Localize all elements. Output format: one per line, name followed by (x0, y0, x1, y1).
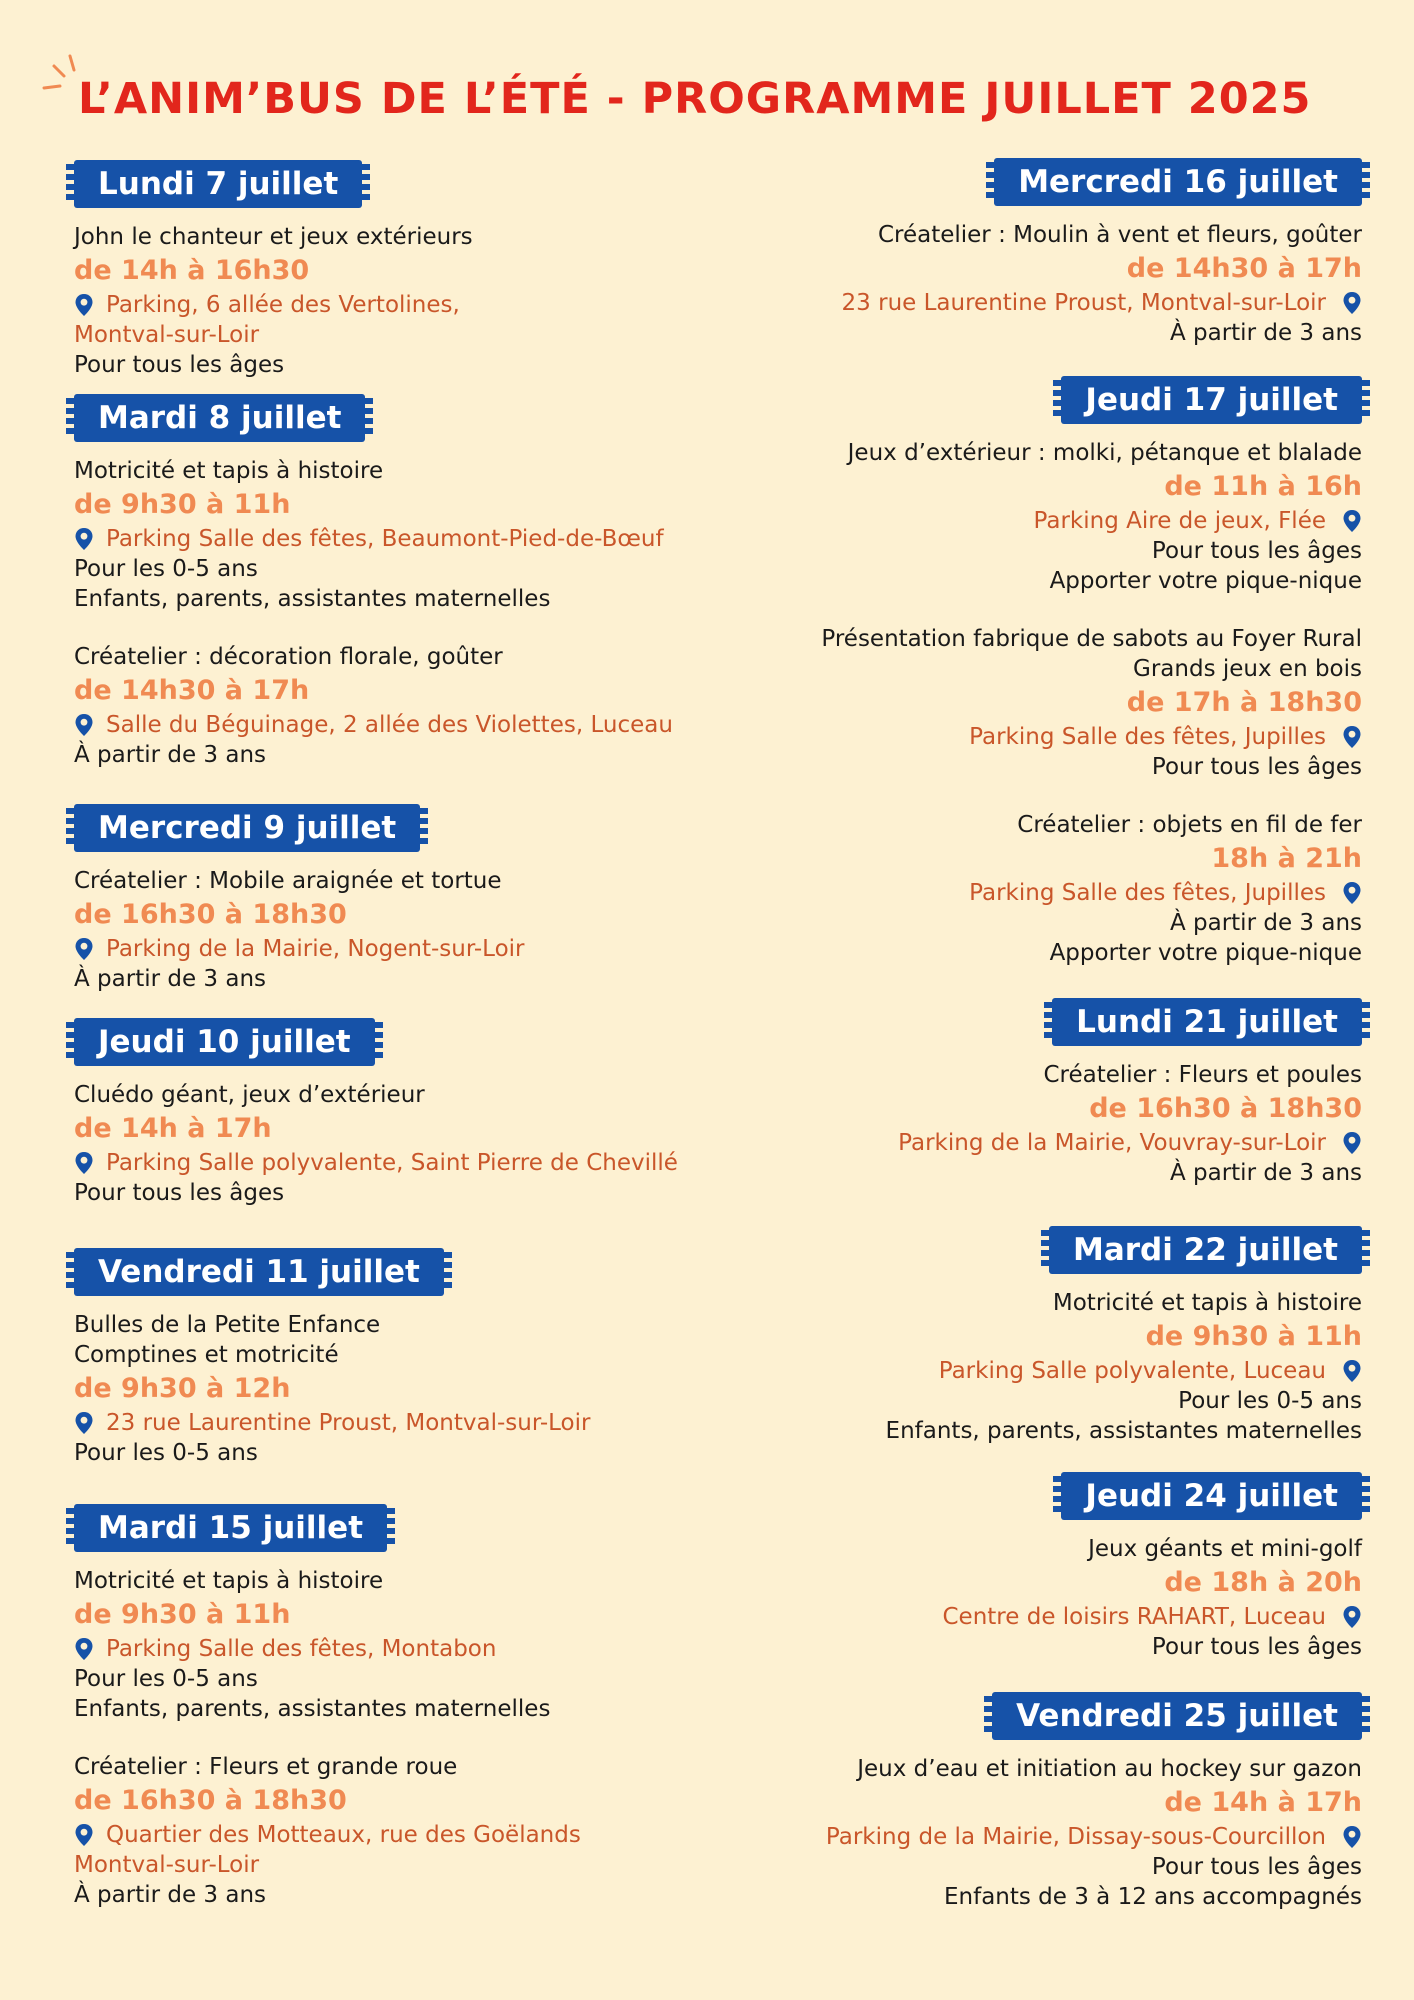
activity-audience: Enfants, parents, assistantes maternelles (74, 586, 551, 612)
activity (848, 438, 1362, 596)
activity-audience: Pour les 0-5 ans (1178, 1388, 1362, 1414)
activity (74, 1752, 581, 1910)
map-pin-icon (1342, 1359, 1362, 1383)
day-block (74, 1018, 678, 1208)
activity (74, 456, 664, 614)
day-banner: Lundi 21 juillet (1052, 998, 1362, 1046)
activity (826, 1754, 1362, 1912)
activity-title: John le chanteur et jeux extérieurs (74, 224, 473, 250)
activity (74, 866, 524, 994)
activity-location (74, 1148, 678, 1178)
map-pin-icon (74, 293, 94, 317)
day-block (826, 1692, 1362, 1912)
day-block (898, 998, 1362, 1188)
activity (842, 220, 1362, 348)
activity-audience: À partir de 3 ans (74, 966, 267, 992)
activity-title: Présentation fabrique de sabots au Foyer Rural (821, 626, 1362, 652)
map-pin-icon (74, 527, 94, 551)
activity-time: de 9h30 à 11h (1145, 1321, 1362, 1352)
activity-location (74, 1820, 581, 1850)
activity (886, 1288, 1362, 1446)
location-text: Parking Aire de jeux, Flée (1033, 508, 1326, 534)
location-text: 23 rue Laurentine Proust, Montval-sur-Loir (841, 290, 1326, 316)
day-banner: Vendredi 11 juillet (74, 1248, 444, 1296)
activity-audience: À partir de 3 ans (1169, 320, 1362, 346)
activity-location (826, 1822, 1362, 1852)
activity-location (74, 1408, 590, 1438)
activity-location (969, 722, 1362, 752)
location-text: Parking Salle des fêtes, Beaumont-Pied-de-Bœuf (106, 526, 664, 552)
activity-time: de 14h30 à 17h (1126, 253, 1362, 284)
location-text: Montval-sur-Loir (74, 322, 260, 348)
activity-time: de 14h à 17h (1164, 1787, 1362, 1818)
map-pin-icon (1342, 1825, 1362, 1849)
day-block (886, 1226, 1362, 1446)
location-text: Parking Salle polyvalente, Luceau (938, 1358, 1326, 1384)
day-block (943, 1472, 1363, 1662)
activity-title: Motricité et tapis à histoire (1052, 1290, 1362, 1316)
day-banner: Jeudi 10 juillet (74, 1018, 375, 1066)
day-banner: Mardi 8 juillet (74, 394, 365, 442)
activity-title: Bulles de la Petite Enfance (74, 1312, 381, 1338)
location-text: Parking de la Mairie, Vouvray-sur-Loir (898, 1130, 1326, 1156)
activity-title: Créatelier : Fleurs et grande roue (74, 1754, 458, 1780)
map-pin-icon (1342, 1605, 1362, 1629)
map-pin-icon (1342, 291, 1362, 315)
activity-title: Motricité et tapis à histoire (74, 1568, 384, 1594)
location-text: Parking de la Mairie, Dissay-sous-Courcillon (825, 1824, 1326, 1850)
location-text: Parking Salle des fêtes, Montabon (106, 1636, 497, 1662)
activity-location (74, 710, 673, 740)
activity-audience: Apporter votre pique-nique (1049, 568, 1362, 594)
left-column (74, 160, 754, 1910)
activity (821, 624, 1362, 782)
activity (898, 1060, 1362, 1188)
activity-time: de 16h30 à 18h30 (74, 899, 347, 930)
day-block (74, 804, 524, 994)
day-banner: Mardi 15 juillet (74, 1504, 387, 1552)
activity (74, 1310, 590, 1468)
activity-time: de 16h30 à 18h30 (74, 1785, 347, 1816)
activity-location (74, 524, 664, 554)
activity-location (943, 1602, 1363, 1632)
activity-title: Cluédo géant, jeux d’extérieur (74, 1082, 425, 1108)
location-text: Parking Salle des fêtes, Jupilles (969, 880, 1326, 906)
location-text: Parking Salle des fêtes, Jupilles (969, 724, 1326, 750)
activity-time: de 18h à 20h (1164, 1567, 1362, 1598)
activity-time: de 9h30 à 11h (74, 1599, 291, 1630)
map-pin-icon (74, 1151, 94, 1175)
map-pin-icon (1342, 725, 1362, 749)
day-banner: Mercredi 9 juillet (74, 804, 420, 852)
activity-title: Motricité et tapis à histoire (74, 458, 384, 484)
activity-audience: Pour tous les âges (1151, 754, 1362, 780)
activity-audience: À partir de 3 ans (74, 1882, 267, 1908)
activity-title: Créatelier : décoration florale, goûter (74, 644, 503, 670)
activity-audience: Pour tous les âges (1151, 1854, 1362, 1880)
activity-location (74, 1634, 496, 1664)
map-pin-icon (74, 713, 94, 737)
activity-location (939, 1356, 1362, 1386)
activity-title: Créatelier : Mobile araignée et tortue (74, 868, 502, 894)
activity (943, 1534, 1363, 1662)
right-column (680, 158, 1362, 1912)
activity-audience: À partir de 3 ans (74, 742, 267, 768)
activity-audience: Pour tous les âges (74, 1180, 285, 1206)
day-block (74, 160, 473, 380)
activity-time: de 16h30 à 18h30 (1089, 1093, 1362, 1124)
location-text: Parking de la Mairie, Nogent-sur-Loir (106, 936, 525, 962)
activity-location (74, 934, 524, 964)
activity-time: de 14h à 17h (74, 1113, 272, 1144)
activity (74, 642, 673, 770)
day-banner: Mercredi 16 juillet (994, 158, 1362, 206)
activity-title: Jeux d’eau et initiation au hockey sur gazon (857, 1756, 1362, 1782)
day-banner: Jeudi 24 juillet (1061, 1472, 1362, 1520)
activity-audience: Pour les 0-5 ans (74, 556, 258, 582)
activity-time: de 11h à 16h (1164, 471, 1362, 502)
activity-audience: À partir de 3 ans (1169, 1160, 1362, 1186)
map-pin-icon (1342, 509, 1362, 533)
activity-time: de 14h à 16h30 (74, 255, 310, 286)
map-pin-icon (74, 937, 94, 961)
map-pin-icon (74, 1823, 94, 1847)
activity-time: de 9h30 à 12h (74, 1373, 291, 1404)
activity-audience: Pour tous les âges (1151, 1634, 1362, 1660)
activity-audience: Enfants de 3 à 12 ans accompagnés (943, 1884, 1362, 1910)
day-block (74, 1248, 590, 1468)
location-text: Salle du Béguinage, 2 allée des Violettes, Luceau (106, 712, 673, 738)
day-block (821, 376, 1362, 968)
day-banner: Vendredi 25 juillet (992, 1692, 1362, 1740)
activity-title: Comptines et motricité (74, 1342, 339, 1368)
activity-location (898, 1128, 1362, 1158)
day-block (74, 394, 673, 770)
activity-location (1034, 506, 1362, 536)
location-text: Montval-sur-Loir (74, 1852, 260, 1878)
day-block (74, 1504, 581, 1910)
activity (74, 1080, 678, 1208)
location-text: 23 rue Laurentine Proust, Montval-sur-Loir (106, 1410, 591, 1436)
map-pin-icon (1342, 1131, 1362, 1155)
day-banner: Mardi 22 juillet (1049, 1226, 1362, 1274)
activity-title: Créatelier : Fleurs et poules (1043, 1062, 1362, 1088)
map-pin-icon (1342, 881, 1362, 905)
activity (74, 222, 473, 380)
activity-time: de 9h30 à 11h (74, 489, 291, 520)
activity-audience: Pour tous les âges (1151, 538, 1362, 564)
location-text: Parking, 6 allée des Vertolines, (106, 292, 460, 318)
activity-audience: Pour tous les âges (74, 352, 285, 378)
location-text: Centre de loisirs RAHART, Luceau (942, 1604, 1326, 1630)
day-block (842, 158, 1362, 348)
activity-audience: Pour les 0-5 ans (74, 1666, 258, 1692)
location-text: Quartier des Motteaux, rue des Goëlands (106, 1822, 581, 1848)
activity-audience: Apporter votre pique-nique (1049, 940, 1362, 966)
activity-time: 18h à 21h (1211, 843, 1362, 874)
activity-audience: Enfants, parents, assistantes maternelles (74, 1696, 551, 1722)
activity-location (842, 288, 1362, 318)
activity-title: Créatelier : objets en fil de fer (1017, 812, 1362, 838)
activity-location (969, 878, 1362, 908)
activity-title: Grands jeux en bois (1133, 656, 1362, 682)
activity-title: Jeux d’extérieur : molki, pétanque et blalade (847, 440, 1362, 466)
map-pin-icon (74, 1411, 94, 1435)
activity (74, 1566, 550, 1724)
activity-time: de 17h à 18h30 (1126, 687, 1362, 718)
activity-location (74, 290, 460, 320)
map-pin-icon (74, 1637, 94, 1661)
day-banner: Jeudi 17 juillet (1061, 376, 1362, 424)
activity-audience: À partir de 3 ans (1169, 910, 1362, 936)
activity-time: de 14h30 à 17h (74, 675, 310, 706)
location-text: Parking Salle polyvalente, Saint Pierre de Chevillé (106, 1150, 678, 1176)
activity (969, 810, 1362, 968)
activity-audience: Pour les 0-5 ans (74, 1440, 258, 1466)
activity-title: Jeux géants et mini-golf (1088, 1536, 1362, 1562)
page-title: L’ANIM’BUS DE L’ÉTÉ - PROGRAMME JUILLET 2025 (78, 74, 1312, 124)
sparkle-icon (40, 52, 80, 102)
activity-audience: Enfants, parents, assistantes maternelles (885, 1418, 1362, 1444)
activity-title: Créatelier : Moulin à vent et fleurs, goûter (877, 222, 1362, 248)
day-banner: Lundi 7 juillet (74, 160, 362, 208)
